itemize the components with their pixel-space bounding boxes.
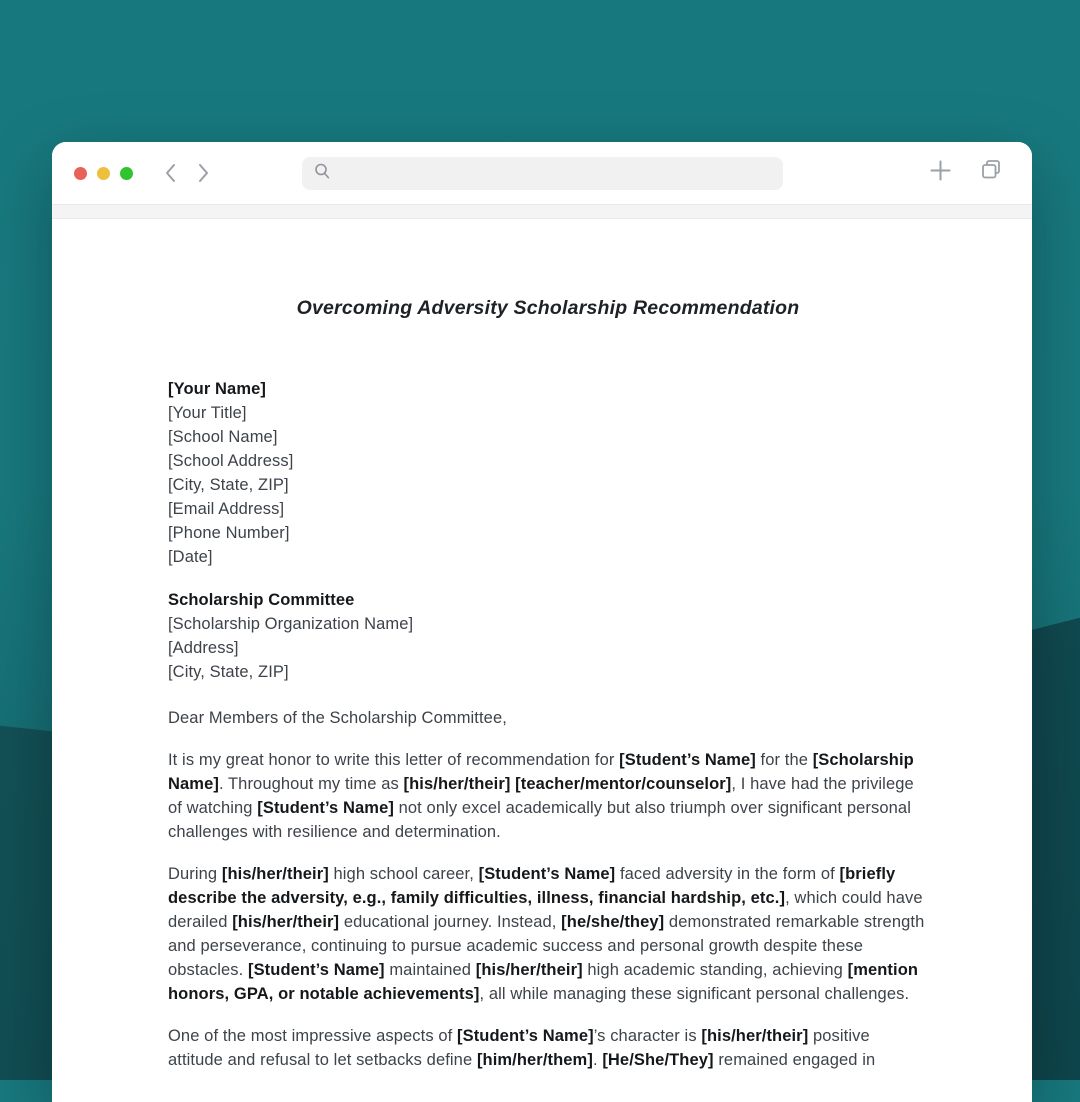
address-line: [Address] [168, 639, 239, 657]
address-line: [Your Title] [168, 404, 247, 422]
window-controls [74, 167, 133, 180]
body-text: high academic standing, achieving [582, 961, 848, 979]
placeholder-field: [Student’s Name] [257, 799, 394, 817]
address-line: [Phone Number] [168, 524, 290, 542]
minimize-button[interactable] [97, 167, 110, 180]
maximize-button[interactable] [120, 167, 133, 180]
toolbar-right-actions [929, 142, 1004, 204]
body-text: . [592, 1051, 603, 1069]
placeholder-field: [his/her/their] [475, 961, 583, 979]
forward-icon[interactable] [196, 162, 211, 184]
browser-toolbar [52, 142, 1032, 204]
paragraph-2 [168, 862, 928, 1006]
address-line: [Your Name] [168, 380, 266, 398]
toolbar-divider-strip [52, 204, 1032, 219]
body-text: During [168, 865, 222, 883]
placeholder-field: [He/She/They] [602, 1051, 714, 1069]
body-text: One of the most impressive aspects of [168, 1027, 458, 1045]
back-icon[interactable] [163, 162, 178, 184]
placeholder-field: [mention honors, GPA, or notable achievements] [168, 961, 919, 1003]
body-text: not only excel academically but also triumph over significant personal challenges with resilience and determination. [168, 799, 911, 841]
address-line: [City, State, ZIP] [168, 663, 289, 681]
address-line: [School Address] [168, 452, 294, 470]
sender-address-block [168, 377, 928, 569]
body-text: educational journey. Instead, [339, 913, 562, 931]
address-line: [School Name] [168, 428, 278, 446]
body-text: demonstrated remarkable strength and perseverance, continuing to pursue academic success and personal growth despite these obstacles. [168, 913, 925, 979]
search-bar[interactable] [302, 157, 783, 190]
placeholder-field: [his/her/their] [221, 865, 329, 883]
placeholder-field: [his/her/their] [403, 775, 511, 793]
body-text: , all while managing these significant personal challenges. [479, 985, 910, 1003]
body-text: , I have had the privilege of watching [168, 775, 914, 817]
body-text: maintained [384, 961, 476, 979]
new-tab-plus-icon[interactable] [929, 159, 952, 187]
tabs-overview-icon[interactable] [979, 158, 1004, 188]
salutation: Dear Members of the Scholarship Committee, [168, 709, 507, 727]
document-title: Overcoming Adversity Scholarship Recommendation [296, 297, 800, 319]
body-text: faced adversity in the form of [615, 865, 840, 883]
placeholder-field: [he/she/they] [561, 913, 665, 931]
address-line: [Date] [168, 548, 213, 566]
body-text: , which could have derailed [168, 889, 923, 931]
document-page [52, 219, 1032, 1072]
address-line: Scholarship Committee [168, 591, 355, 609]
placeholder-field: [him/her/them] [476, 1051, 593, 1069]
address-line: [Scholarship Organization Name] [168, 615, 414, 633]
address-line: [Email Address] [168, 500, 285, 518]
placeholder-field: [Student’s Name] [247, 961, 385, 979]
placeholder-field: [briefly describe the adversity, e.g., family difficulties, illness, financial hardship, etc.] [168, 865, 896, 907]
placeholder-field: [Student’s Name] [619, 751, 756, 769]
address-line: [City, State, ZIP] [168, 476, 289, 494]
body-text: positive attitude and refusal to let setbacks define [168, 1027, 870, 1069]
nav-buttons [163, 162, 211, 184]
body-text: . Throughout my time as [218, 775, 404, 793]
placeholder-field: [Student’s Name] [457, 1027, 594, 1045]
paragraph-3 [168, 1024, 928, 1072]
body-text: ’s character is [593, 1027, 702, 1045]
placeholder-field: [his/her/their] [232, 913, 340, 931]
recipient-address-block [168, 588, 928, 684]
search-icon [313, 162, 331, 185]
placeholder-field: [teacher/mentor/counselor] [515, 775, 732, 793]
body-text: remained engaged in [713, 1051, 876, 1069]
search-input[interactable] [339, 156, 783, 191]
body-text: high school career, [328, 865, 479, 883]
close-button[interactable] [74, 167, 87, 180]
placeholder-field: [Scholarship Name] [168, 751, 914, 793]
body-text: for the [755, 751, 813, 769]
browser-window [52, 142, 1032, 1102]
placeholder-field: [his/her/their] [701, 1027, 809, 1045]
body-text: It is my great honor to write this letter of recommendation for [168, 751, 620, 769]
placeholder-field: [Student’s Name] [478, 865, 616, 883]
paragraph-1 [168, 748, 928, 844]
